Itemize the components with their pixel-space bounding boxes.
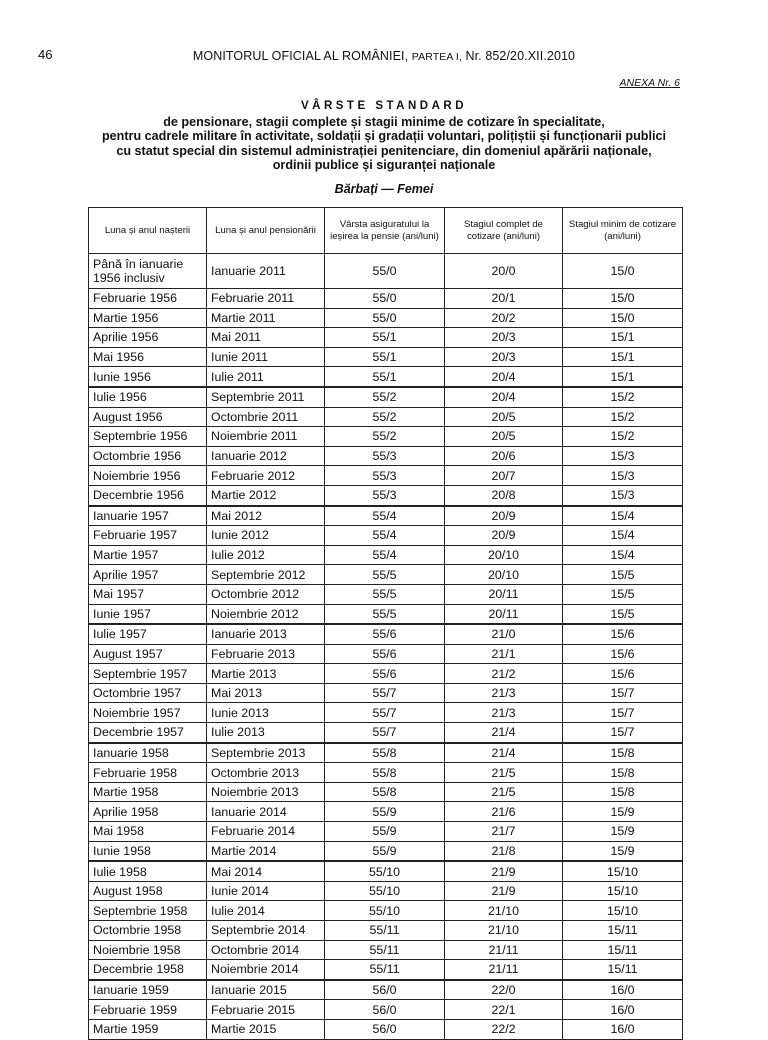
min-contribution-cell: 15/3 — [563, 466, 683, 486]
retirement-cell: Mai 2012 — [207, 506, 325, 526]
full-contribution-cell: 20/8 — [445, 485, 563, 505]
min-contribution-cell: 15/5 — [563, 584, 683, 604]
min-contribution-cell: 15/9 — [563, 841, 683, 861]
retirement-cell: Ianuarie 2013 — [207, 624, 325, 644]
min-contribution-cell: 15/11 — [563, 960, 683, 980]
min-contribution-cell: 15/1 — [563, 367, 683, 387]
birth-cell: Ianuarie 1958 — [89, 743, 207, 763]
retirement-cell: Septembrie 2012 — [207, 565, 325, 585]
table-row — [89, 565, 683, 585]
retirement-cell: Februarie 2012 — [207, 466, 325, 486]
publication-part: PARTEA I, — [411, 51, 462, 63]
age-cell: 55/1 — [325, 347, 445, 367]
min-contribution-cell: 15/11 — [563, 921, 683, 941]
min-contribution-cell: 16/0 — [563, 980, 683, 1000]
min-contribution-cell: 15/2 — [563, 387, 683, 407]
min-contribution-cell: 15/8 — [563, 743, 683, 763]
retirement-cell: Octombrie 2013 — [207, 763, 325, 783]
age-cell: 55/7 — [325, 723, 445, 743]
full-contribution-cell: 20/6 — [445, 446, 563, 466]
min-contribution-cell: 15/2 — [563, 407, 683, 427]
pension-table — [88, 207, 683, 1040]
birth-cell: August 1956 — [89, 407, 207, 427]
header-full-contribution: Stagiul complet de cotizare (ani/luni) — [445, 208, 563, 254]
full-contribution-cell: 22/2 — [445, 1019, 563, 1039]
table-header-row — [89, 208, 683, 254]
birth-cell: Martie 1959 — [89, 1019, 207, 1039]
retirement-cell: Mai 2011 — [207, 328, 325, 348]
min-contribution-cell: 15/9 — [563, 802, 683, 822]
birth-cell: Iunie 1957 — [89, 604, 207, 624]
birth-cell: Octombrie 1956 — [89, 446, 207, 466]
retirement-cell: Martie 2012 — [207, 485, 325, 505]
birth-cell: Aprilie 1956 — [89, 328, 207, 348]
retirement-cell: Octombrie 2012 — [207, 584, 325, 604]
retirement-cell: Septembrie 2011 — [207, 387, 325, 407]
min-contribution-cell: 16/0 — [563, 1000, 683, 1020]
full-contribution-cell: 21/9 — [445, 861, 563, 881]
birth-cell: Septembrie 1958 — [89, 901, 207, 921]
age-cell: 55/2 — [325, 407, 445, 427]
full-contribution-cell: 21/10 — [445, 921, 563, 941]
birth-cell: Mai 1958 — [89, 822, 207, 842]
full-contribution-cell: 21/3 — [445, 703, 563, 723]
min-contribution-cell: 15/7 — [563, 723, 683, 743]
min-contribution-cell: 15/1 — [563, 328, 683, 348]
min-contribution-cell: 15/9 — [563, 822, 683, 842]
birth-cell: August 1958 — [89, 881, 207, 901]
table-row — [89, 466, 683, 486]
publication-name: MONITORUL OFICIAL AL ROMÂNIEI, — [192, 49, 409, 63]
retirement-cell: Mai 2014 — [207, 861, 325, 881]
table-row — [89, 446, 683, 466]
min-contribution-cell: 15/11 — [563, 940, 683, 960]
title-main: VÂRSTE STANDARD — [300, 100, 467, 112]
min-contribution-cell: 15/4 — [563, 526, 683, 546]
table-row — [89, 822, 683, 842]
age-cell: 55/10 — [325, 901, 445, 921]
birth-cell: Octombrie 1958 — [89, 921, 207, 941]
table-row — [89, 584, 683, 604]
age-cell: 55/1 — [325, 367, 445, 387]
table-row — [89, 328, 683, 348]
table-row — [89, 921, 683, 941]
birth-cell: Iunie 1958 — [89, 841, 207, 861]
age-cell: 55/6 — [325, 644, 445, 664]
age-cell: 55/5 — [325, 584, 445, 604]
birth-cell: Până în ianuarie 1956 inclusiv — [89, 254, 207, 289]
age-cell: 55/11 — [325, 960, 445, 980]
age-cell: 55/5 — [325, 565, 445, 585]
table-row — [89, 387, 683, 407]
full-contribution-cell: 20/11 — [445, 584, 563, 604]
birth-cell: Iulie 1958 — [89, 861, 207, 881]
table-row — [89, 624, 683, 644]
table-row — [89, 1000, 683, 1020]
age-cell: 55/4 — [325, 506, 445, 526]
full-contribution-cell: 20/10 — [445, 545, 563, 565]
retirement-cell: Martie 2013 — [207, 664, 325, 684]
retirement-cell: Iunie 2012 — [207, 526, 325, 546]
full-contribution-cell: 21/5 — [445, 763, 563, 783]
full-contribution-cell: 20/1 — [445, 289, 563, 309]
table-row — [89, 782, 683, 802]
birth-cell: Decembrie 1956 — [89, 485, 207, 505]
birth-cell: Februarie 1958 — [89, 763, 207, 783]
min-contribution-cell: 15/5 — [563, 565, 683, 585]
table-row — [89, 367, 683, 387]
retirement-cell: Octombrie 2014 — [207, 940, 325, 960]
table-row — [89, 289, 683, 309]
table-row — [89, 506, 683, 526]
table-row — [89, 802, 683, 822]
age-cell: 55/0 — [325, 289, 445, 309]
age-cell: 55/9 — [325, 802, 445, 822]
birth-cell: Aprilie 1958 — [89, 802, 207, 822]
header-retirement: Luna și anul pensionării — [207, 208, 325, 254]
full-contribution-cell: 20/10 — [445, 565, 563, 585]
birth-cell: Martie 1958 — [89, 782, 207, 802]
full-contribution-cell: 20/11 — [445, 604, 563, 624]
birth-cell: August 1957 — [89, 644, 207, 664]
min-contribution-cell: 15/4 — [563, 545, 683, 565]
table-row — [89, 485, 683, 505]
birth-cell: Iulie 1956 — [89, 387, 207, 407]
min-contribution-cell: 15/4 — [563, 506, 683, 526]
retirement-cell: Iulie 2011 — [207, 367, 325, 387]
full-contribution-cell: 21/0 — [445, 624, 563, 644]
table-row — [89, 881, 683, 901]
min-contribution-cell: 15/3 — [563, 446, 683, 466]
birth-cell: Mai 1956 — [89, 347, 207, 367]
full-contribution-cell: 20/2 — [445, 308, 563, 328]
birth-cell: Septembrie 1956 — [89, 427, 207, 447]
age-cell: 55/10 — [325, 861, 445, 881]
retirement-cell: Octombrie 2011 — [207, 407, 325, 427]
retirement-cell: Iunie 2011 — [207, 347, 325, 367]
table-row — [89, 763, 683, 783]
age-cell: 55/2 — [325, 427, 445, 447]
title-line: pentru cadrele militare în activitate, soldații și gradații voluntari, polițiștii și funcționarii publici — [101, 129, 667, 143]
full-contribution-cell: 21/3 — [445, 683, 563, 703]
min-contribution-cell: 15/8 — [563, 782, 683, 802]
birth-cell: Ianuarie 1959 — [89, 980, 207, 1000]
age-cell: 55/4 — [325, 526, 445, 546]
table-row — [89, 407, 683, 427]
retirement-cell: Martie 2015 — [207, 1019, 325, 1039]
age-cell: 55/6 — [325, 624, 445, 644]
min-contribution-cell: 15/7 — [563, 703, 683, 723]
full-contribution-cell: 20/9 — [445, 506, 563, 526]
birth-cell: Februarie 1957 — [89, 526, 207, 546]
table-row — [89, 841, 683, 861]
age-cell: 55/11 — [325, 921, 445, 941]
age-cell: 55/4 — [325, 545, 445, 565]
full-contribution-cell: 21/4 — [445, 723, 563, 743]
table-row — [89, 254, 683, 289]
retirement-cell: Martie 2014 — [207, 841, 325, 861]
birth-cell: Iulie 1957 — [89, 624, 207, 644]
age-cell: 55/8 — [325, 763, 445, 783]
full-contribution-cell: 21/4 — [445, 743, 563, 763]
min-contribution-cell: 15/6 — [563, 624, 683, 644]
retirement-cell: Februarie 2014 — [207, 822, 325, 842]
min-contribution-cell: 15/8 — [563, 763, 683, 783]
table-row — [89, 960, 683, 980]
birth-cell: Martie 1956 — [89, 308, 207, 328]
table-row — [89, 703, 683, 723]
birth-cell: Iunie 1956 — [89, 367, 207, 387]
birth-cell: Noiembrie 1957 — [89, 703, 207, 723]
table-row — [89, 980, 683, 1000]
full-contribution-cell: 21/8 — [445, 841, 563, 861]
birth-cell: Aprilie 1957 — [89, 565, 207, 585]
birth-cell: Decembrie 1958 — [89, 960, 207, 980]
age-cell: 55/6 — [325, 664, 445, 684]
retirement-cell: Noiembrie 2011 — [207, 427, 325, 447]
header-birth: Luna și anul nașterii — [89, 208, 207, 254]
table-row — [89, 644, 683, 664]
retirement-cell: Noiembrie 2013 — [207, 782, 325, 802]
age-cell: 55/7 — [325, 703, 445, 723]
min-contribution-cell: 15/6 — [563, 644, 683, 664]
age-cell: 55/9 — [325, 841, 445, 861]
retirement-cell: Februarie 2011 — [207, 289, 325, 309]
retirement-cell: Mai 2013 — [207, 683, 325, 703]
title-line: de pensionare, stagii complete și stagii minime de cotizare în specialitate, — [163, 114, 605, 129]
full-contribution-cell: 22/0 — [445, 980, 563, 1000]
retirement-cell: Februarie 2015 — [207, 1000, 325, 1020]
min-contribution-cell: 15/0 — [563, 308, 683, 328]
table-row — [89, 1019, 683, 1039]
age-cell: 55/7 — [325, 683, 445, 703]
retirement-cell: Septembrie 2014 — [207, 921, 325, 941]
full-contribution-cell: 20/3 — [445, 328, 563, 348]
birth-cell: Septembrie 1957 — [89, 664, 207, 684]
birth-cell: Octombrie 1957 — [89, 683, 207, 703]
birth-cell: Noiembrie 1958 — [89, 940, 207, 960]
age-cell: 55/8 — [325, 743, 445, 763]
age-cell: 55/3 — [325, 485, 445, 505]
retirement-cell: Februarie 2013 — [207, 644, 325, 664]
table-row — [89, 427, 683, 447]
table-row — [89, 743, 683, 763]
full-contribution-cell: 21/5 — [445, 782, 563, 802]
table-row — [89, 347, 683, 367]
birth-cell: Noiembrie 1956 — [89, 466, 207, 486]
annex-label: ANEXA Nr. 6 — [619, 77, 680, 89]
table-subtitle: Bărbați — Femei — [334, 182, 434, 196]
header-min-contribution: Stagiul minim de cotizare (ani/luni) — [563, 208, 683, 254]
full-contribution-cell: 20/9 — [445, 526, 563, 546]
age-cell: 55/5 — [325, 604, 445, 624]
retirement-cell: Martie 2011 — [207, 308, 325, 328]
full-contribution-cell: 20/7 — [445, 466, 563, 486]
full-contribution-cell: 21/9 — [445, 881, 563, 901]
retirement-cell: Ianuarie 2015 — [207, 980, 325, 1000]
birth-cell: Decembrie 1957 — [89, 723, 207, 743]
table-row — [89, 901, 683, 921]
full-contribution-cell: 21/11 — [445, 940, 563, 960]
table-row — [89, 723, 683, 743]
age-cell: 55/3 — [325, 466, 445, 486]
retirement-cell: Noiembrie 2012 — [207, 604, 325, 624]
table-row — [89, 308, 683, 328]
full-contribution-cell: 22/1 — [445, 1000, 563, 1020]
table-body — [89, 254, 683, 1040]
table-row — [89, 545, 683, 565]
table-row — [89, 940, 683, 960]
retirement-cell: Ianuarie 2011 — [207, 254, 325, 289]
min-contribution-cell: 15/10 — [563, 901, 683, 921]
full-contribution-cell: 21/6 — [445, 802, 563, 822]
age-cell: 56/0 — [325, 1019, 445, 1039]
min-contribution-cell: 15/1 — [563, 347, 683, 367]
min-contribution-cell: 15/10 — [563, 861, 683, 881]
retirement-cell: Ianuarie 2014 — [207, 802, 325, 822]
full-contribution-cell: 20/5 — [445, 427, 563, 447]
full-contribution-cell: 21/1 — [445, 644, 563, 664]
retirement-cell: Ianuarie 2012 — [207, 446, 325, 466]
full-contribution-cell: 21/7 — [445, 822, 563, 842]
age-cell: 55/10 — [325, 881, 445, 901]
birth-cell: Ianuarie 1957 — [89, 506, 207, 526]
full-contribution-cell: 20/0 — [445, 254, 563, 289]
title-line: cu statut special din sistemul administrației penitenciare, din domeniul apărării naționale, — [116, 143, 652, 158]
birth-cell: Februarie 1959 — [89, 1000, 207, 1020]
retirement-cell: Iulie 2014 — [207, 901, 325, 921]
age-cell: 55/1 — [325, 328, 445, 348]
min-contribution-cell: 16/0 — [563, 1019, 683, 1039]
age-cell: 55/3 — [325, 446, 445, 466]
retirement-cell: Septembrie 2013 — [207, 743, 325, 763]
retirement-cell: Iulie 2012 — [207, 545, 325, 565]
min-contribution-cell: 15/0 — [563, 289, 683, 309]
full-contribution-cell: 21/11 — [445, 960, 563, 980]
retirement-cell: Iunie 2014 — [207, 881, 325, 901]
retirement-cell: Iunie 2013 — [207, 703, 325, 723]
birth-cell: Mai 1957 — [89, 584, 207, 604]
age-cell: 55/11 — [325, 940, 445, 960]
age-cell: 55/0 — [325, 254, 445, 289]
min-contribution-cell: 15/6 — [563, 664, 683, 684]
title-line: ordinii publice și siguranței naționale — [272, 158, 496, 172]
full-contribution-cell: 21/2 — [445, 664, 563, 684]
min-contribution-cell: 15/7 — [563, 683, 683, 703]
min-contribution-cell: 15/5 — [563, 604, 683, 624]
running-header — [0, 49, 768, 63]
age-cell: 56/0 — [325, 1000, 445, 1020]
birth-cell: Februarie 1956 — [89, 289, 207, 309]
table-row — [89, 604, 683, 624]
age-cell: 55/0 — [325, 308, 445, 328]
full-contribution-cell: 20/3 — [445, 347, 563, 367]
table-row — [89, 664, 683, 684]
min-contribution-cell: 15/2 — [563, 427, 683, 447]
table-row — [89, 861, 683, 881]
birth-cell: Martie 1957 — [89, 545, 207, 565]
full-contribution-cell: 21/10 — [445, 901, 563, 921]
retirement-cell: Iulie 2013 — [207, 723, 325, 743]
min-contribution-cell: 15/10 — [563, 881, 683, 901]
table-row — [89, 526, 683, 546]
age-cell: 55/2 — [325, 387, 445, 407]
full-contribution-cell: 20/4 — [445, 367, 563, 387]
min-contribution-cell: 15/0 — [563, 254, 683, 289]
page-number: 46 — [38, 47, 53, 62]
full-contribution-cell: 20/4 — [445, 387, 563, 407]
header-age: Vârsta asiguratului la ieșirea la pensie (ani/luni) — [325, 208, 445, 254]
age-cell: 55/8 — [325, 782, 445, 802]
retirement-cell: Noiembrie 2014 — [207, 960, 325, 980]
age-cell: 55/9 — [325, 822, 445, 842]
age-cell: 56/0 — [325, 980, 445, 1000]
min-contribution-cell: 15/3 — [563, 485, 683, 505]
publication-issue: Nr. 852/20.XII.2010 — [465, 49, 576, 63]
document-title — [60, 99, 708, 173]
table-row — [89, 683, 683, 703]
full-contribution-cell: 20/5 — [445, 407, 563, 427]
